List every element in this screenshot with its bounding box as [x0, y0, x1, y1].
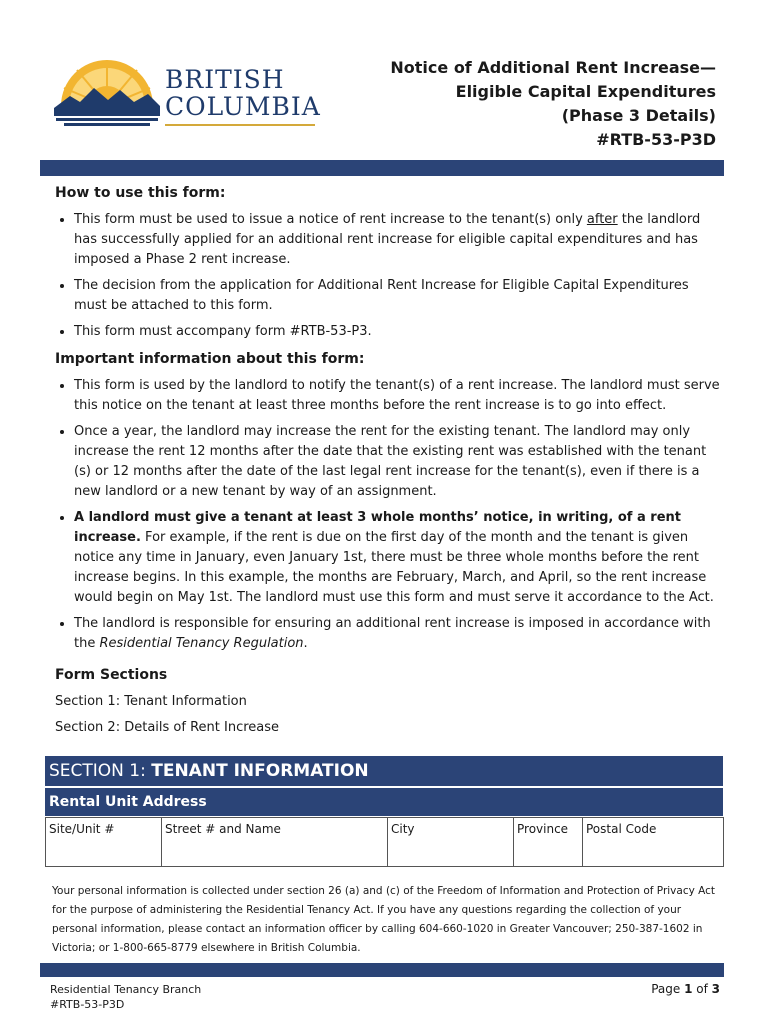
logo-underline — [165, 124, 315, 126]
field-label: Postal Code — [586, 822, 657, 836]
form-title — [390, 56, 716, 152]
footer-divider-bar — [40, 963, 724, 977]
title-form-number: #RTB-53-P3D — [596, 130, 716, 149]
important-info-list — [55, 376, 720, 654]
list-item: • Once a year, the landlord may increase the rent for the existing tenant. The landlord may only increase the rent 12 months after the date that the existing rent was established with the tenant (s) or 12 months after the date of the last legal rent increase for the tenant(s), even if there is a new landlord or a new tenant by way of an assignment. — [74, 422, 720, 502]
form-sections-heading: Form Sections — [55, 667, 168, 683]
page-number — [651, 982, 720, 997]
page-of: of — [692, 982, 712, 996]
list-item — [74, 508, 720, 608]
list-item — [74, 614, 720, 654]
street-name-field[interactable] — [162, 818, 388, 867]
logo-line-british: BRITISH — [165, 65, 285, 94]
city-field[interactable] — [388, 818, 514, 867]
field-label: City — [391, 822, 415, 836]
form-section-item: Section 2: Details of Rent Increase — [55, 720, 280, 735]
how-to-use-list — [55, 210, 720, 342]
field-label: Site/Unit # — [49, 822, 115, 836]
section-1-header — [45, 756, 723, 786]
text-fragment: the landlord has successfully applied for an additional rent increase for eligible capital expenditures and has imposed a Phase 2 rent increase. — [74, 212, 701, 267]
title-line-1: Notice of Additional Rent Increase— — [390, 58, 716, 77]
underlined-after: after — [586, 212, 618, 227]
page-current: 1 — [684, 982, 693, 996]
how-to-use-heading: How to use this form: — [55, 185, 226, 201]
page-total: 3 — [711, 982, 720, 996]
regulation-name: Residential Tenancy Regulation — [99, 636, 304, 651]
form-section-item: Section 1: Tenant Information — [55, 694, 247, 709]
text-fragment: For example, if the rent is due on the first day of the month and the tenant is given notice any time in January, even January 1st, there must be three whole months before the rent increase begins. In this example, the months are February, March, and April, so the rent increase would begin on May 1st. The landlord must use this form and must serve it accordance to the Act. — [74, 530, 714, 605]
list-item: • The decision from the application for Additional Rent Increase for Eligible Capital Expenditures must be attached to this form. — [74, 276, 720, 316]
text-fragment: The landlord is responsible for ensuring an additional rent increase is imposed in accordance with the — [74, 616, 711, 651]
logo-line-columbia: COLUMBIA — [165, 92, 321, 121]
list-item: • This form must accompany form #RTB-53-P3. — [74, 322, 720, 342]
province-field[interactable] — [514, 818, 583, 867]
important-info-heading: Important information about this form: — [55, 351, 365, 367]
text-fragment: This form must be used to issue a notice of rent increase to the tenant(s) only — [74, 212, 587, 227]
field-label: Street # and Name — [165, 822, 281, 836]
field-label: Province — [517, 822, 569, 836]
bold-notice: A landlord must give a tenant at least 3 whole months’ notice, in writing, of a rent increase. — [74, 510, 681, 545]
text-fragment: . — [303, 636, 308, 651]
footer-form-number: #RTB-53-P3D — [50, 998, 125, 1011]
section-1-title: TENANT INFORMATION — [151, 761, 369, 781]
privacy-notice: Your personal information is collected under section 26 (a) and (c) of the Freedom of Information and Protection of Privacy Act for the purpose of administering the Residential Tenancy Act. If you have any questions regarding the collection of your personal information, please contact an information officer by calling 604-660-1020 in Greater Vancouver; 250-387-1602 in Victoria; or 1-800-665-8779 elsewhere in British Columbia. — [52, 885, 716, 954]
bc-sun-mountain-icon — [52, 58, 162, 130]
title-line-2: Eligible Capital Expenditures — [455, 82, 716, 101]
footer-org: Residential Tenancy Branch — [50, 983, 202, 996]
header-divider-bar — [40, 160, 724, 176]
title-line-3: (Phase 3 Details) — [561, 106, 716, 125]
instructions — [55, 182, 720, 744]
site-unit-field[interactable] — [46, 818, 162, 867]
footer-left — [50, 982, 201, 1012]
list-item — [74, 210, 720, 270]
rental-unit-address-header: Rental Unit Address — [45, 788, 723, 816]
bc-logo — [52, 58, 322, 130]
page-label: Page — [651, 982, 685, 996]
section-1-prefix: SECTION 1: — [49, 761, 152, 781]
list-item: • This form is used by the landlord to notify the tenant(s) of a rent increase. The landlord must serve this notice on the tenant at least three months before the rent increase is to go into effect. — [74, 376, 720, 416]
postal-code-field[interactable] — [583, 818, 724, 867]
rental-unit-address-fields — [45, 817, 724, 867]
logo-wordmark — [165, 66, 321, 120]
